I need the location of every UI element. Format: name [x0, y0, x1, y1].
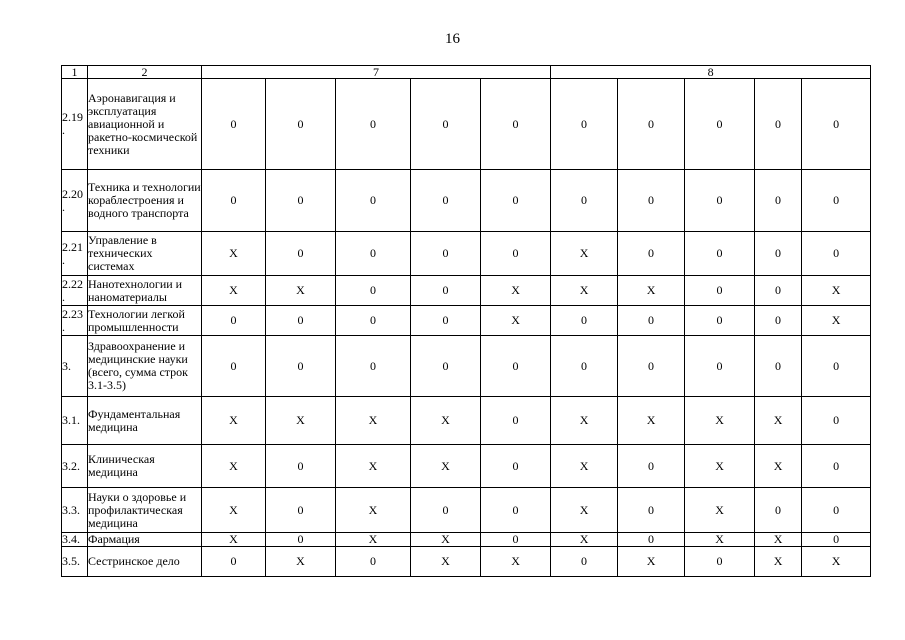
- value-cell: X: [266, 276, 336, 306]
- header-col-1: 1: [62, 66, 88, 79]
- value-cell: X: [202, 533, 266, 547]
- value-cell: 0: [481, 445, 551, 488]
- value-cell: X: [336, 533, 411, 547]
- value-cell: X: [755, 445, 802, 488]
- table-row: [62, 445, 871, 488]
- value-cell: 0: [802, 79, 871, 170]
- row-number: 3.: [62, 336, 88, 397]
- value-cell: 0: [481, 232, 551, 276]
- value-cell: 0: [202, 170, 266, 232]
- value-cell: X: [685, 488, 755, 533]
- value-cell: 0: [685, 336, 755, 397]
- value-cell: 0: [802, 170, 871, 232]
- value-cell: X: [336, 445, 411, 488]
- row-number: 3.3.: [62, 488, 88, 533]
- value-cell: 0: [336, 306, 411, 336]
- value-cell: 0: [411, 232, 481, 276]
- value-cell: X: [202, 488, 266, 533]
- value-cell: 0: [755, 488, 802, 533]
- row-number: 2.22 .: [62, 276, 88, 306]
- row-name: Технологии легкой промышленности: [88, 306, 202, 336]
- value-cell: 0: [481, 170, 551, 232]
- value-cell: 0: [266, 336, 336, 397]
- value-cell: X: [755, 533, 802, 547]
- table-row: [62, 397, 871, 445]
- value-cell: 0: [336, 336, 411, 397]
- value-cell: X: [551, 276, 618, 306]
- value-cell: 0: [481, 336, 551, 397]
- value-cell: X: [481, 547, 551, 577]
- value-cell: X: [551, 397, 618, 445]
- value-cell: X: [685, 445, 755, 488]
- row-name: Клиническая медицина: [88, 445, 202, 488]
- table-row: [62, 232, 871, 276]
- page-number: 16: [445, 31, 460, 47]
- value-cell: X: [266, 547, 336, 577]
- value-cell: 0: [336, 170, 411, 232]
- data-table: [61, 65, 871, 577]
- value-cell: X: [336, 488, 411, 533]
- value-cell: 0: [618, 445, 685, 488]
- value-cell: 0: [411, 170, 481, 232]
- value-cell: X: [336, 397, 411, 445]
- value-cell: 0: [202, 79, 266, 170]
- row-name: Фармация: [88, 533, 202, 547]
- value-cell: X: [266, 397, 336, 445]
- value-cell: X: [411, 547, 481, 577]
- value-cell: X: [802, 547, 871, 577]
- row-number: 2.21 .: [62, 232, 88, 276]
- value-cell: 0: [481, 79, 551, 170]
- header-group-7: 7: [202, 66, 551, 79]
- value-cell: 0: [755, 79, 802, 170]
- value-cell: 0: [685, 170, 755, 232]
- value-cell: 0: [755, 170, 802, 232]
- row-name: Аэронавигация и эксплуатация авиационной и ракетно-космической техники: [88, 79, 202, 170]
- value-cell: 0: [266, 533, 336, 547]
- value-cell: 0: [202, 306, 266, 336]
- value-cell: X: [411, 397, 481, 445]
- value-cell: 0: [802, 445, 871, 488]
- value-cell: 0: [336, 79, 411, 170]
- value-cell: 0: [685, 306, 755, 336]
- value-cell: X: [202, 397, 266, 445]
- value-cell: 0: [266, 306, 336, 336]
- value-cell: X: [755, 397, 802, 445]
- row-number: 2.23 .: [62, 306, 88, 336]
- value-cell: 0: [336, 547, 411, 577]
- row-number: 3.1.: [62, 397, 88, 445]
- value-cell: 0: [481, 397, 551, 445]
- value-cell: 0: [755, 306, 802, 336]
- value-cell: 0: [802, 488, 871, 533]
- table-row: [62, 533, 871, 547]
- value-cell: 0: [755, 276, 802, 306]
- value-cell: X: [202, 232, 266, 276]
- value-cell: X: [481, 306, 551, 336]
- value-cell: 0: [755, 336, 802, 397]
- header-row: [62, 66, 871, 79]
- value-cell: 0: [685, 232, 755, 276]
- table-row: [62, 306, 871, 336]
- value-cell: 0: [411, 276, 481, 306]
- value-cell: X: [202, 276, 266, 306]
- value-cell: 0: [411, 306, 481, 336]
- table-row: [62, 336, 871, 397]
- value-cell: X: [411, 533, 481, 547]
- row-number: 3.4.: [62, 533, 88, 547]
- value-cell: 0: [336, 232, 411, 276]
- value-cell: 0: [618, 170, 685, 232]
- value-cell: X: [551, 232, 618, 276]
- value-cell: X: [551, 533, 618, 547]
- row-name: Техника и технологии кораблестроения и водного транспорта: [88, 170, 202, 232]
- row-name: Сестринское дело: [88, 547, 202, 577]
- value-cell: 0: [202, 336, 266, 397]
- value-cell: X: [755, 547, 802, 577]
- value-cell: X: [202, 445, 266, 488]
- value-cell: 0: [685, 547, 755, 577]
- table-row: [62, 488, 871, 533]
- value-cell: 0: [481, 533, 551, 547]
- row-number: 3.5.: [62, 547, 88, 577]
- row-name: Нанотехнологии и наноматериалы: [88, 276, 202, 306]
- value-cell: X: [618, 397, 685, 445]
- value-cell: 0: [411, 336, 481, 397]
- value-cell: 0: [802, 533, 871, 547]
- row-number: 2.20 .: [62, 170, 88, 232]
- value-cell: 0: [618, 336, 685, 397]
- value-cell: 0: [618, 306, 685, 336]
- value-cell: X: [618, 276, 685, 306]
- value-cell: 0: [802, 232, 871, 276]
- value-cell: 0: [802, 336, 871, 397]
- value-cell: 0: [618, 533, 685, 547]
- header-col-2: 2: [88, 66, 202, 79]
- value-cell: X: [685, 533, 755, 547]
- value-cell: 0: [266, 488, 336, 533]
- value-cell: 0: [618, 79, 685, 170]
- row-name: Здравоохранение и медицинские науки (всего, сумма строк 3.1-3.5): [88, 336, 202, 397]
- table-row: [62, 547, 871, 577]
- value-cell: 0: [551, 170, 618, 232]
- row-number: 2.19 .: [62, 79, 88, 170]
- value-cell: X: [685, 397, 755, 445]
- value-cell: 0: [755, 232, 802, 276]
- value-cell: 0: [266, 232, 336, 276]
- value-cell: X: [481, 276, 551, 306]
- value-cell: 0: [685, 79, 755, 170]
- value-cell: 0: [685, 276, 755, 306]
- value-cell: X: [551, 488, 618, 533]
- value-cell: 0: [618, 488, 685, 533]
- value-cell: 0: [202, 547, 266, 577]
- value-cell: 0: [266, 445, 336, 488]
- row-name: Фундаментальная медицина: [88, 397, 202, 445]
- value-cell: X: [618, 547, 685, 577]
- value-cell: 0: [551, 79, 618, 170]
- table-row: [62, 170, 871, 232]
- row-name: Науки о здоровье и профилактическая медицина: [88, 488, 202, 533]
- row-name: Управление в технических системах: [88, 232, 202, 276]
- value-cell: 0: [266, 79, 336, 170]
- value-cell: 0: [336, 276, 411, 306]
- value-cell: X: [802, 276, 871, 306]
- value-cell: 0: [551, 547, 618, 577]
- value-cell: 0: [802, 397, 871, 445]
- table-row: [62, 276, 871, 306]
- value-cell: 0: [411, 79, 481, 170]
- value-cell: 0: [551, 336, 618, 397]
- value-cell: X: [551, 445, 618, 488]
- value-cell: X: [802, 306, 871, 336]
- value-cell: 0: [266, 170, 336, 232]
- row-number: 3.2.: [62, 445, 88, 488]
- value-cell: 0: [411, 488, 481, 533]
- table-row: [62, 79, 871, 170]
- header-group-8: 8: [551, 66, 871, 79]
- value-cell: 0: [551, 306, 618, 336]
- value-cell: X: [411, 445, 481, 488]
- value-cell: 0: [618, 232, 685, 276]
- value-cell: 0: [481, 488, 551, 533]
